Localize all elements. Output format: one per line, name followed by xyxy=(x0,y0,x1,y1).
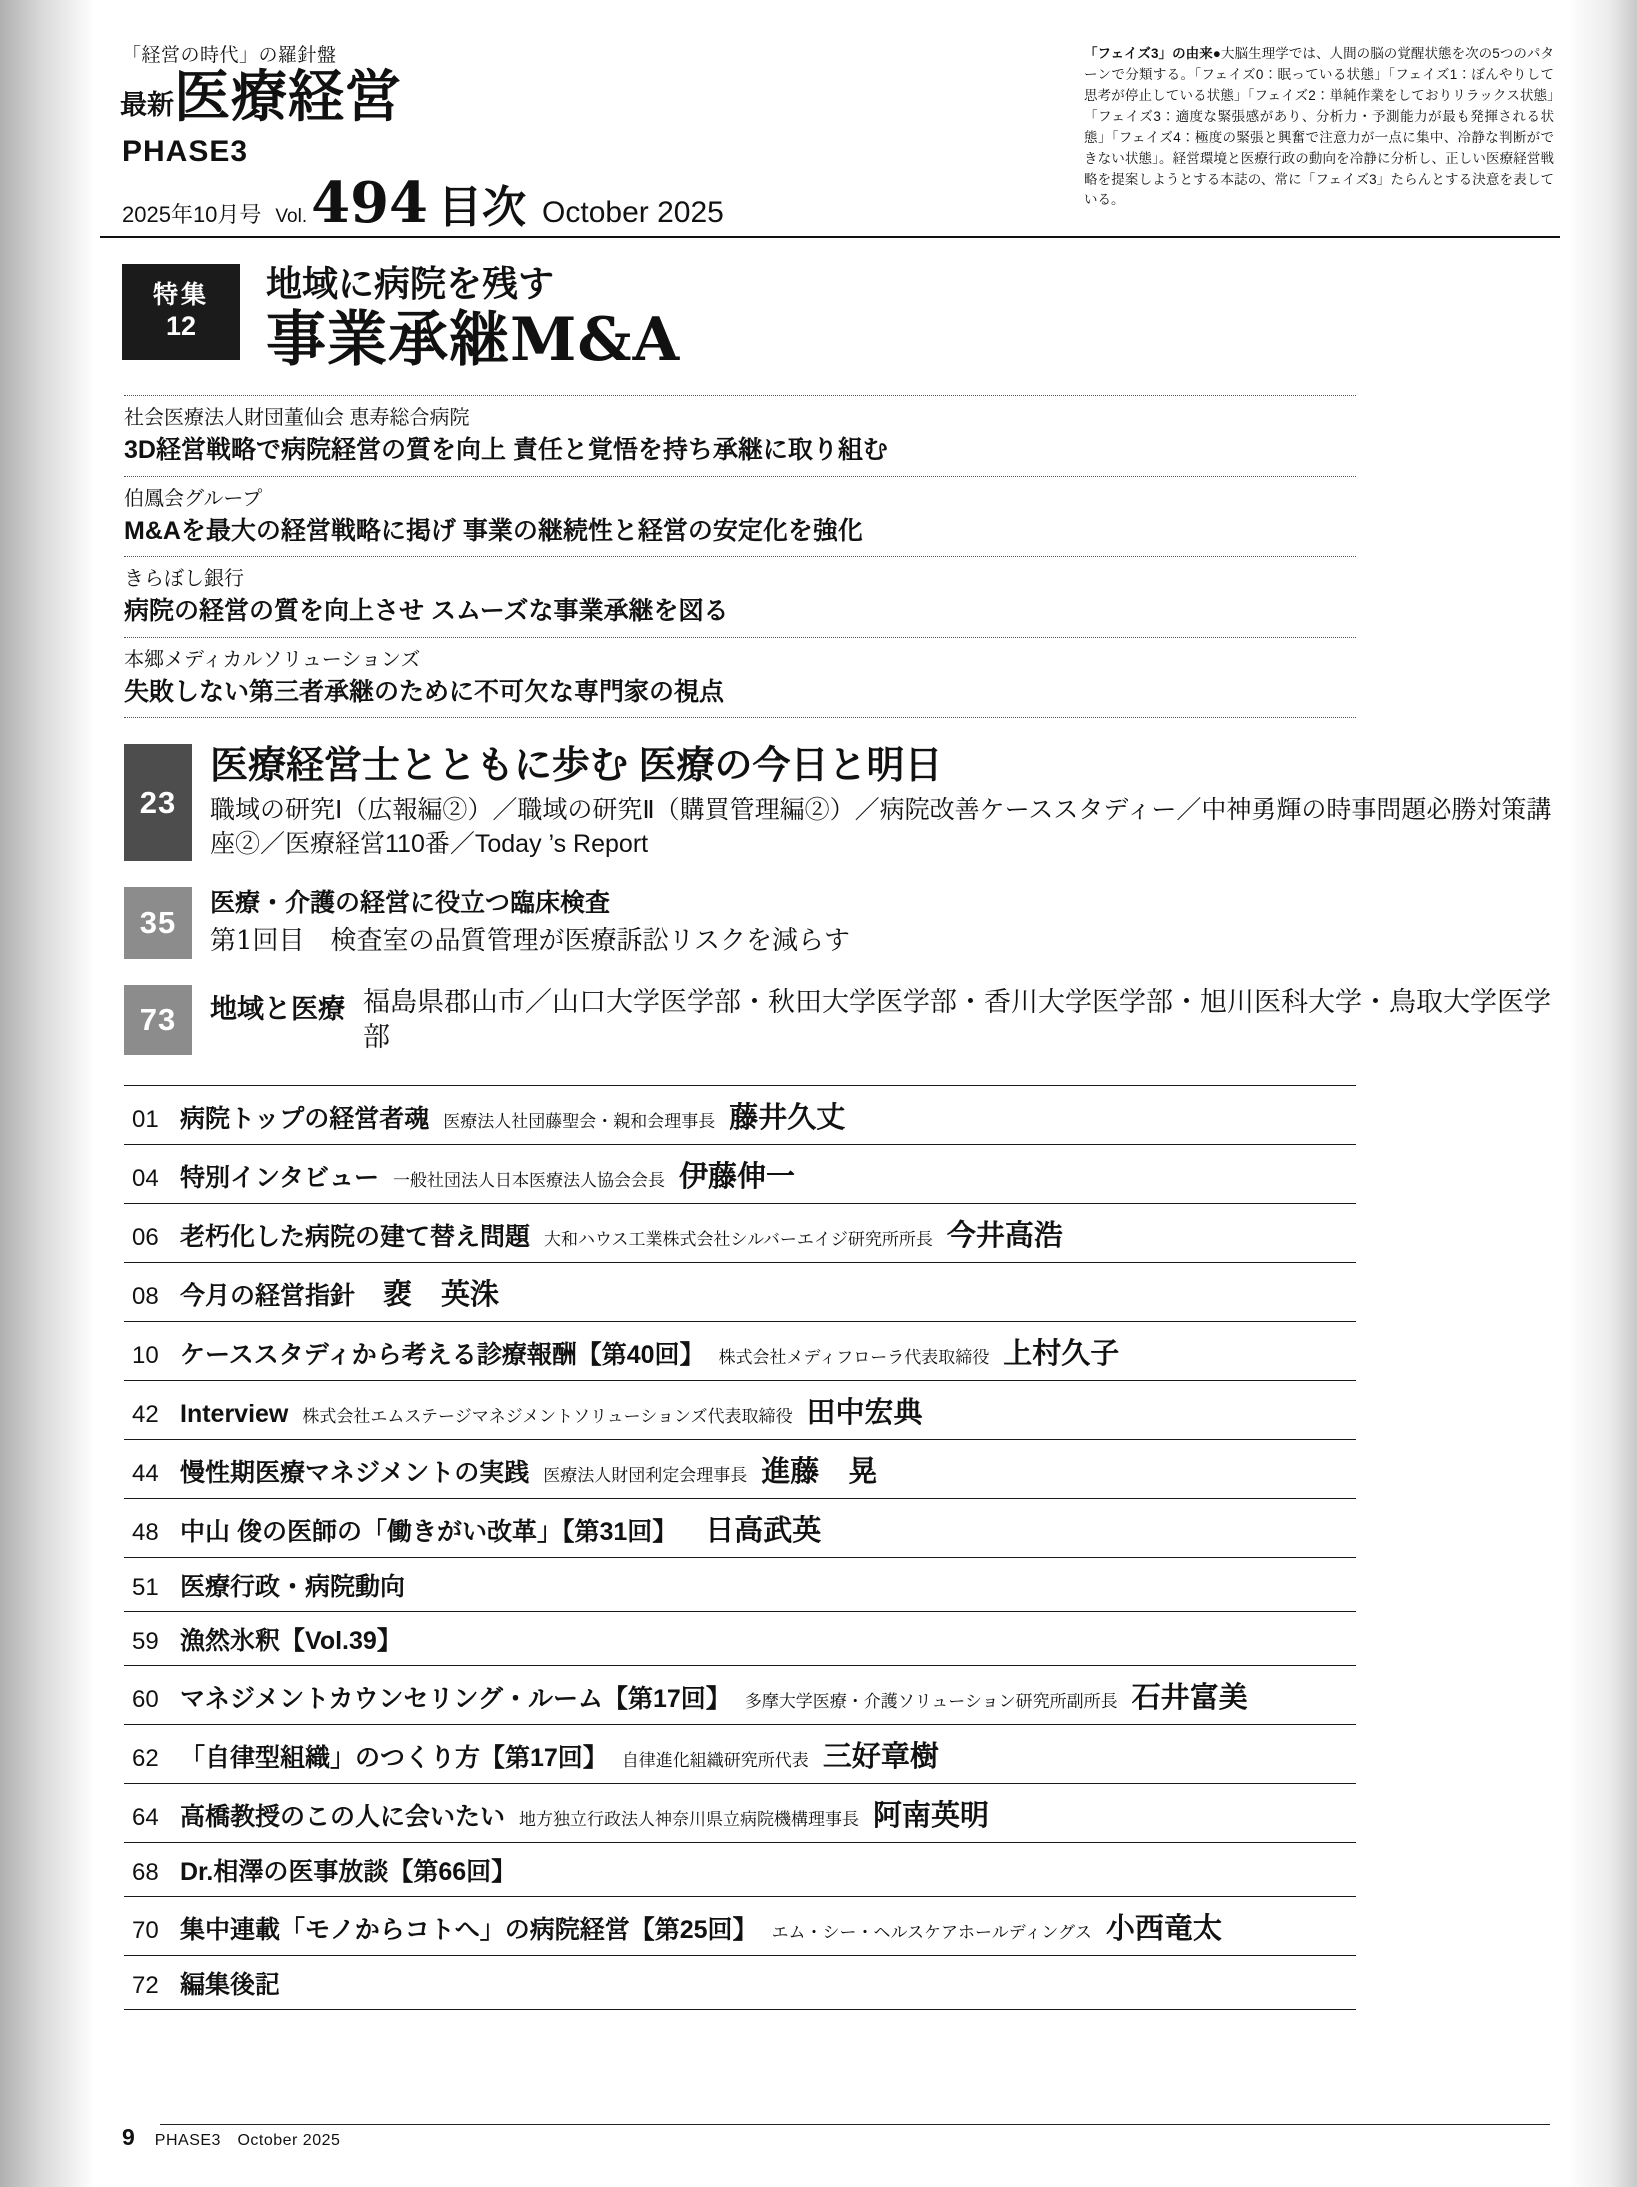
toc-page-number: 72 xyxy=(132,1972,159,2000)
feature-item-org: 社会医療法人財団董仙会 恵寿総合病院 xyxy=(124,407,470,430)
toc-page-number: 42 xyxy=(132,1401,159,1429)
footer-divider xyxy=(160,2124,1550,2125)
feature-item-title: M&Aを最大の経営戦略に掲げ 事業の継続性と経営の安定化を強化 xyxy=(124,516,863,545)
table-row[interactable] xyxy=(124,1842,1356,1896)
toc-title: 慢性期医療マネジメントの実践 xyxy=(180,1459,530,1488)
toc-title: 高橋教授のこの人に会いたい xyxy=(180,1803,506,1832)
toc-page-number: 06 xyxy=(132,1224,159,1252)
table-row[interactable] xyxy=(124,1203,1356,1262)
feature-subtitle: 地域に病院を残す xyxy=(266,263,555,305)
feature-item-org: 本郷メディカルソリューションズ xyxy=(124,648,421,671)
section-body: 福島県郡山市／山口大学医学部・秋田大学医学部・香川大学医学部・旭川医科大学・鳥取大学医学部 xyxy=(363,987,1551,1054)
toc-affiliation: 地方独立行政法人神奈川県立病院機構理事長 xyxy=(519,1810,860,1830)
table-row[interactable] xyxy=(124,1144,1356,1203)
contents-label: 目次 xyxy=(438,182,527,233)
list-item[interactable] xyxy=(124,476,1356,557)
list-item[interactable] xyxy=(124,637,1356,719)
toc-affiliation: 多摩大学医療・介護ソリューション研究所副所長 xyxy=(744,1692,1118,1712)
section-label: 地域と医療 xyxy=(210,994,345,1025)
section-23[interactable] xyxy=(124,744,1560,861)
toc-person: 阿南英明 xyxy=(873,1798,990,1833)
logo-prefix: 最新 xyxy=(120,90,174,121)
toc-page-number: 51 xyxy=(132,1574,159,1602)
table-row[interactable] xyxy=(124,1262,1356,1321)
toc-person: 小西竜太 xyxy=(1105,1911,1222,1946)
toc-affiliation: 自律進化組織研究所代表 xyxy=(621,1751,809,1771)
toc-page-number: 10 xyxy=(132,1342,159,1370)
section-body: 職域の研究Ⅰ（広報編②）／職域の研究Ⅱ（購買管理編②）／病院改善ケーススタディー／中神勇輝の時事問題必勝対策講座②／医療経営110番／Today ’s Report xyxy=(210,795,1552,858)
toc-title: Interview xyxy=(180,1400,289,1429)
toc-affiliation: 一般社団法人日本医療法人協会会長 xyxy=(393,1171,666,1191)
toc-page-number: 08 xyxy=(132,1283,159,1311)
toc-title: 中山 俊の医師の「働きがい改革」【第31回】 xyxy=(180,1518,678,1547)
section-page-number: 23 xyxy=(124,744,192,861)
footer-text: PHASE3 October 2025 xyxy=(154,2132,341,2149)
toc-person: 藤井久丈 xyxy=(729,1100,846,1135)
toc-page-number: 68 xyxy=(132,1859,159,1887)
toc-affiliation: 医療法人社団藤聖会・親和会理事長 xyxy=(443,1112,716,1132)
brand-name: PHASE3 xyxy=(122,135,249,168)
issue-month-en: October 2025 xyxy=(542,196,724,229)
toc-title: 特別インタビュー xyxy=(180,1164,380,1193)
logo-main: 医療経営 xyxy=(174,64,402,130)
section-heading: 医療・介護の経営に役立つ臨床検査 xyxy=(210,889,611,918)
table-row[interactable] xyxy=(124,1611,1356,1665)
toc-person: 進藤 晃 xyxy=(761,1454,878,1489)
table-row[interactable] xyxy=(124,1439,1356,1498)
table-row[interactable] xyxy=(124,1955,1356,2010)
issue-date: 2025年10月号 xyxy=(122,202,262,227)
toc-title: 老朽化した病院の建て替え問題 xyxy=(180,1223,531,1252)
table-row[interactable] xyxy=(124,1557,1356,1611)
toc-title: 編集後記 xyxy=(180,1971,281,2000)
toc-affiliation: エム・シー・ヘルスケアホールディングス xyxy=(771,1923,1092,1943)
toc-affiliation: 大和ハウス工業株式会社シルバーエイジ研究所所長 xyxy=(544,1230,933,1250)
toc-affiliation: 医療法人財団利定会理事長 xyxy=(543,1466,748,1486)
masthead xyxy=(100,0,1560,236)
feature-title: 事業承継M&A xyxy=(266,305,681,376)
toc-title: 今月の経営指針 xyxy=(180,1282,356,1311)
toc-page-number: 70 xyxy=(132,1917,159,1945)
section-73[interactable] xyxy=(124,985,1560,1055)
toc-person: 裵 英洙 xyxy=(383,1277,500,1312)
toc-page-number: 48 xyxy=(132,1519,159,1547)
toc-title: 病院トップの経営者魂 xyxy=(180,1105,430,1134)
tagline: 「経営の時代」の羅針盤 xyxy=(122,45,337,66)
toc-affiliation: 株式会社メディフローラ代表取締役 xyxy=(718,1348,990,1368)
toc-person: 上村久子 xyxy=(1003,1336,1120,1371)
toc-person: 三好章樹 xyxy=(822,1739,939,1774)
toc-person: 石井富美 xyxy=(1131,1680,1248,1715)
table-row[interactable] xyxy=(124,1498,1356,1557)
toc-title: マネジメントカウンセリング・ルーム【第17回】 xyxy=(180,1685,731,1714)
section-body: 第1回目 検査室の品質管理が医療訴訟リスクを減らす xyxy=(210,925,851,956)
feature-titles xyxy=(266,263,681,376)
toc-page-number: 44 xyxy=(132,1460,159,1488)
volume-label: Vol. xyxy=(275,206,308,227)
toc-title: ケーススタディから考える診療報酬【第40回】 xyxy=(180,1341,705,1370)
feature-item-org: 伯鳳会グループ xyxy=(124,487,263,510)
toc-person: 今井高浩 xyxy=(946,1218,1063,1253)
toc-page-number: 62 xyxy=(132,1745,159,1773)
feature-item-title: 失敗しない第三者承継のために不可欠な専門家の視点 xyxy=(124,677,725,706)
list-item[interactable] xyxy=(124,395,1356,476)
toc-title: 医療行政・病院動向 xyxy=(180,1573,406,1602)
toc-title: 漁然氷釈【Vol.39】 xyxy=(180,1627,402,1656)
table-of-contents xyxy=(124,1085,1356,2010)
folio-page-number: 9 xyxy=(122,2124,135,2150)
toc-page-number: 04 xyxy=(132,1165,159,1193)
toc-page-number: 59 xyxy=(132,1628,159,1656)
table-row[interactable] xyxy=(124,1665,1356,1724)
phase3-note-heading: 「フェイズ3」の由来● xyxy=(1084,46,1222,61)
section-heading: 医療経営士とともに歩む 医療の今日と明日 xyxy=(210,745,943,788)
feature-badge-label: 特集 xyxy=(152,280,209,309)
section-35[interactable] xyxy=(124,887,1560,959)
feature-item-title: 病院の経営の質を向上させ スムーズな事業承継を図る xyxy=(124,597,729,626)
toc-person: 日高武英 xyxy=(705,1513,822,1548)
header-divider xyxy=(100,236,1560,238)
phase3-origin-note xyxy=(1084,44,1554,211)
page-footer xyxy=(122,2124,340,2151)
feature-article-list xyxy=(124,395,1356,718)
feature-badge xyxy=(122,264,240,360)
phase3-note-body: 大脳生理学では、人間の脳の覚醒状態を次の5つのパターンで分類する。「フェイズ0：眠っている状態」「フェイズ1：ぼんやりして思考が停止している状態」「フェイズ2：単純作業をしておりリラックス状態」「フェイズ3：適度な緊張感があり、分析力・予測能力が最も発揮される状態」「フェイズ4：極度の緊張と興奮で注意力が一点に集中、冷静な判断ができない状態」。経営環境と医療行政の動向を冷静に分析し、正しい医療経営戦略を提案しようとする本誌の、常に「フェイズ3」たらんとする決意を表している。 xyxy=(1084,46,1554,208)
feature-header xyxy=(122,263,1560,376)
section-page-number: 35 xyxy=(124,887,192,959)
toc-title: 「自律型組織」のつくり方【第17回】 xyxy=(180,1744,608,1773)
table-row[interactable] xyxy=(124,1085,1356,1144)
table-row[interactable] xyxy=(124,1783,1356,1842)
toc-title: 集中連載「モノからコトへ」の病院経営【第25回】 xyxy=(180,1916,758,1945)
feature-item-org: きらぼし銀行 xyxy=(124,568,244,591)
toc-person: 伊藤伸一 xyxy=(679,1159,796,1194)
toc-title: Dr.相澤の医事放談【第66回】 xyxy=(180,1858,517,1887)
volume-number: 494 xyxy=(311,170,429,236)
table-row[interactable] xyxy=(124,1724,1356,1783)
feature-badge-page: 12 xyxy=(165,311,197,342)
toc-page-number: 01 xyxy=(132,1106,159,1134)
feature-item-title: 3D経営戦略で病院経営の質を向上 責任と覚悟を持ち承継に取り組む xyxy=(124,436,888,465)
toc-person: 田中宏典 xyxy=(806,1395,923,1430)
table-row[interactable] xyxy=(124,1380,1356,1439)
toc-page-number: 64 xyxy=(132,1804,159,1832)
list-item[interactable] xyxy=(124,556,1356,637)
toc-affiliation: 株式会社エムステージマネジメントソリューションズ代表取締役 xyxy=(302,1407,793,1427)
section-page-number: 73 xyxy=(124,985,192,1055)
toc-page-number: 60 xyxy=(132,1686,159,1714)
table-row[interactable] xyxy=(124,1321,1356,1380)
table-row[interactable] xyxy=(124,1896,1356,1955)
